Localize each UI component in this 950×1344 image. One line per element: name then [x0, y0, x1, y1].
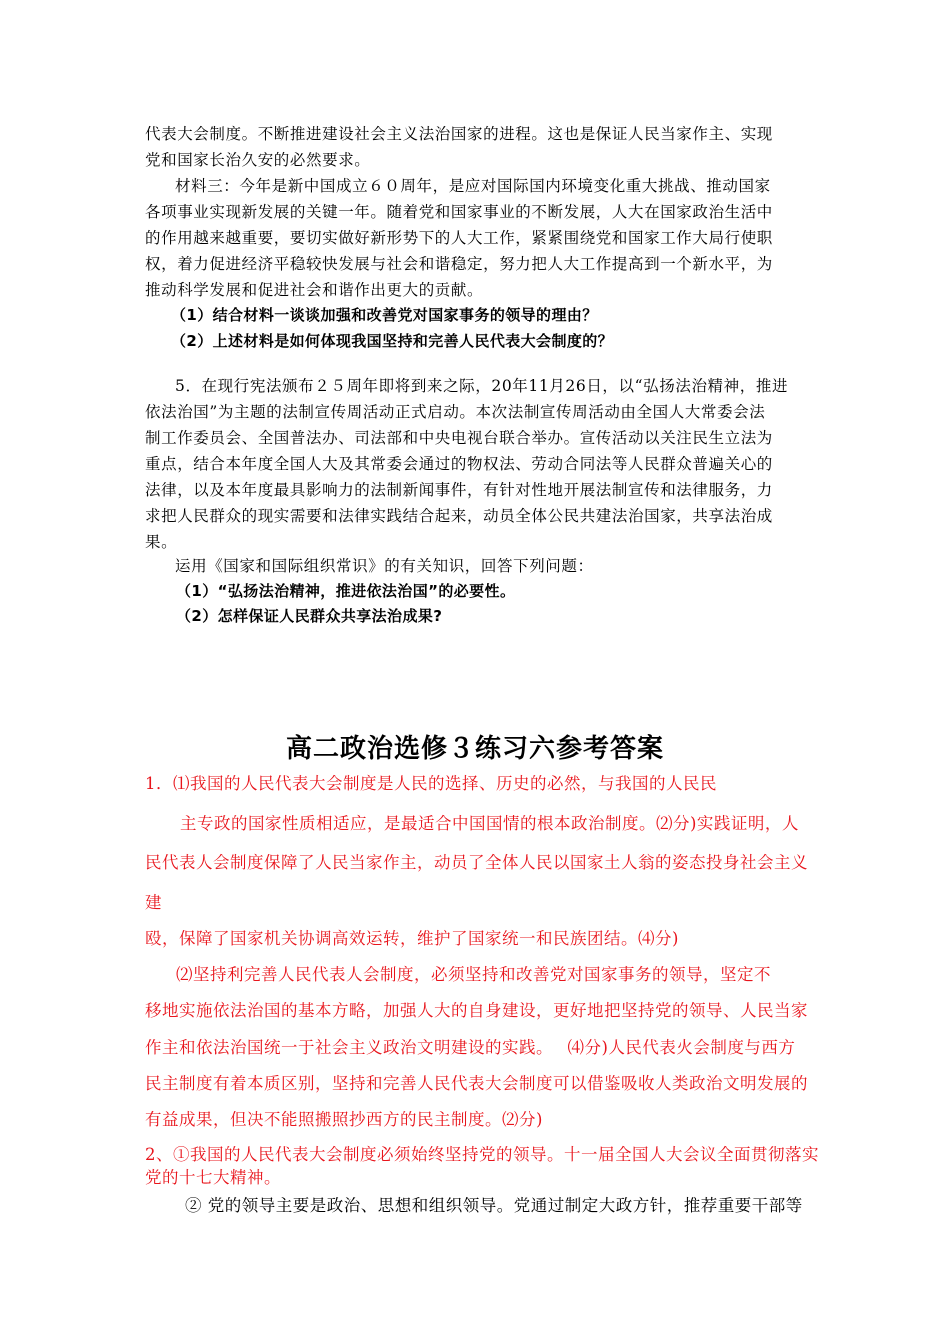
- question-5-line-4: 重点，结合本年度全国人大及其常委会通过的物权法、劳动合同法等人民群众普遍关心的: [145, 455, 773, 473]
- question-5-1: （1）“弘扬法治精神，推进依法治国”的必要性。: [176, 582, 516, 600]
- answer-1-line-4: 建: [145, 893, 162, 912]
- material-three-line-4: 权，着力促进经济平稳较快发展与社会和谐稳定，努力把人大工作提高到一个新水平，为: [145, 255, 773, 273]
- answer-1-line-9: 民主制度有着本质区别，坚持和完善人民代表大会制度可以借鉴吸收人类政治文明发展的: [145, 1074, 808, 1093]
- question-4-1: （1）结合材料一谈谈加强和改善党对国家事务的领导的理由？: [171, 306, 598, 324]
- material-three-line-2: 各项事业实现新发展的关键一年。随着党和国家事业的不断发展，人大在国家政治生活中: [145, 203, 773, 221]
- answer-2-line-3: ② 党的领导主要是政治、思想和组织领导。党通过制定大政方针，推荐重要干部等: [185, 1196, 803, 1215]
- answer-2-line-1: 2、①我国的人民代表大会制度必须始终坚持党的领导。十一届全国人大会议全面贯彻落实: [145, 1145, 819, 1164]
- question-5-line-6: 求把人民群众的现实需要和法律实践结合起来，动员全体公民共建法治国家，共享法治成: [145, 507, 773, 525]
- question-5-line-5: 法律，以及本年度最具影响力的法制新闻事件，有针对性地开展法制宣传和法律服务，力: [145, 481, 773, 499]
- answers-title: 高二政治选修３练习六参考答案: [285, 734, 664, 764]
- answer-1-line-6: ⑵坚持利完善人民代表人会制度，必须坚持和改善党对国家事务的领导，坚定不: [176, 965, 771, 984]
- answer-1-line-1: 1．⑴我国的人民代表大会制度是人民的选择、历史的必然，与我国的人民民: [145, 774, 717, 793]
- answer-1-line-5: 殴，保障了国家机关协调高效运转，维护了国家统一和民族团结。⑷分): [145, 929, 679, 948]
- question-4-2: （2）上述材料是如何体现我国坚持和完善人民代表大会制度的？: [171, 332, 614, 350]
- answer-2-line-2: 党的十七大精神。: [145, 1168, 281, 1187]
- material-line-2: 党和国家长治久安的必然要求。: [145, 151, 371, 169]
- answer-1-line-3: 民代表人会制度保障了人民当家作主，动员了全体人民以国家土人翁的姿态投身社会主义: [145, 853, 808, 872]
- answer-1-line-8: 作主和依法治国统一于社会主义政治文明建设的实践。 ⑷分)人民代表火会制度与西方: [145, 1038, 796, 1057]
- question-5-instruction: 运用《国家和国际组织常识》的有关知识，回答下列问题：: [175, 557, 594, 575]
- material-three-line-3: 的作用越来越重要，要切实做好新形势下的人大工作，紧紧围绕党和国家工作大局行使职: [145, 229, 773, 247]
- material-three-line-1: 材料三：今年是新中国成立６０周年，是应对国际国内环境变化重大挑战、推动国家: [175, 177, 771, 195]
- question-5-line-2: 依法治国”为主题的法制宣传周活动正式启动。本次法制宣传周活动由全国人大常委会法: [145, 403, 766, 421]
- answer-1-line-2: 主专政的国家性质相适应，是最适合中国国情的根本政治制度。⑵分)实践证明，人: [180, 814, 799, 833]
- answer-1-line-7: 移地实施依法治国的基本方略，加强人大的自身建设，更好地把坚持党的领导、人民当家: [145, 1001, 808, 1020]
- material-line-1: 代表大会制度。不断推进建设社会主义法治国家的进程。这也是保证人民当家作主、实现: [145, 125, 773, 143]
- question-5-2: （2）怎样保证人民群众共享法治成果?: [176, 607, 443, 625]
- question-5-line-1: 5．在现行宪法颁布２５周年即将到来之际，20年11月26日，以“弘扬法治精神，推进: [175, 377, 789, 395]
- material-three-line-5: 推动科学发展和促进社会和谐作出更大的贡献。: [145, 281, 484, 299]
- question-5-line-7: 果。: [145, 533, 178, 551]
- question-5-line-3: 制工作委员会、全国普法办、司法部和中央电视台联合举办。宣传活动以关注民生立法为: [145, 429, 773, 447]
- answer-1-line-10: 有益成果，但决不能照搬照抄西方的民主制度。⑵分): [145, 1110, 543, 1129]
